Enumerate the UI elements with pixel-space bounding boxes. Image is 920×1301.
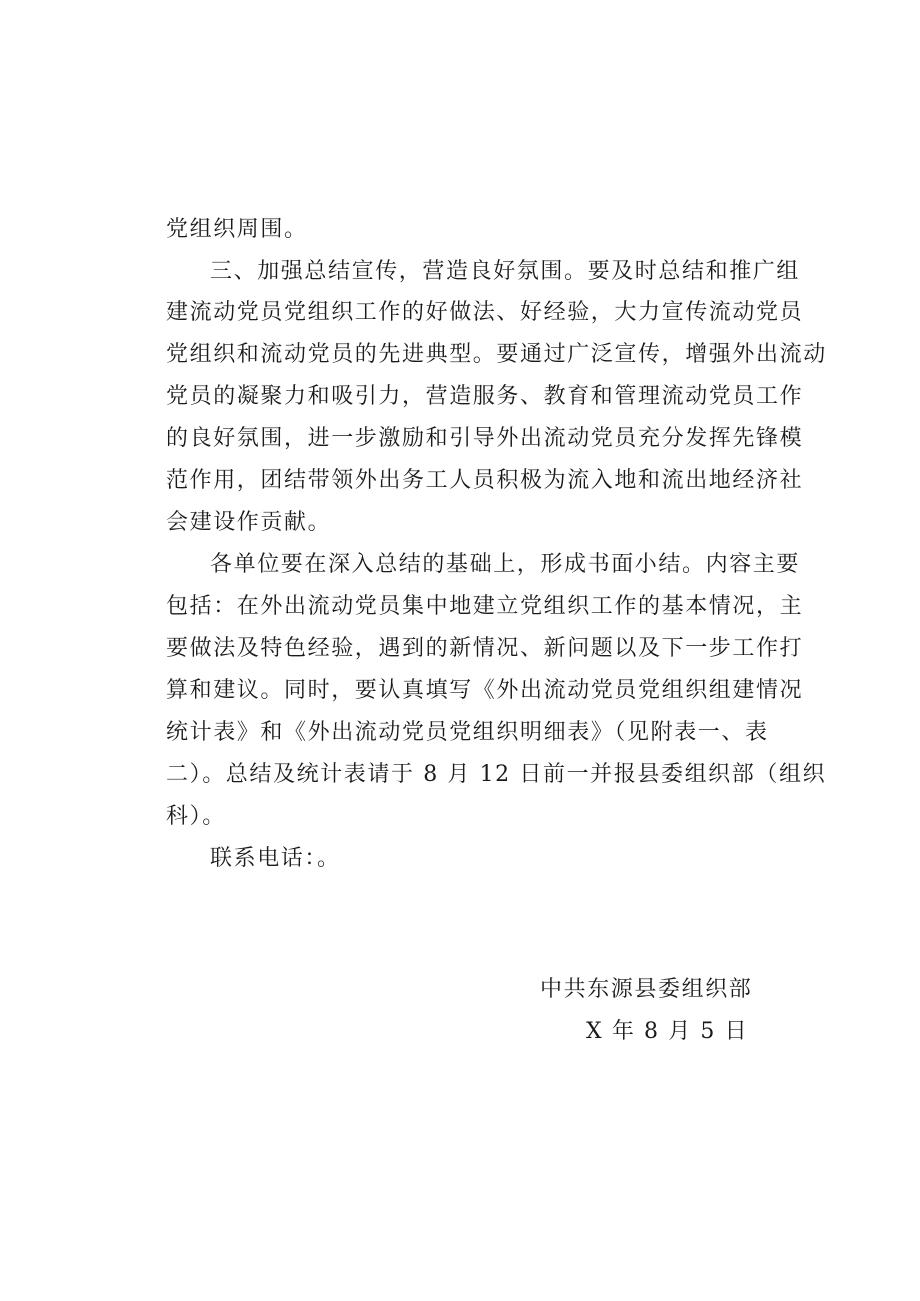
contact-phone-line: 联系电话：。 — [210, 846, 341, 871]
paragraph-line: 统计表》和《外出流动党员党组织明细表》（见附表一、表 — [166, 720, 769, 745]
section-heading-line: 三、加强总结宣传，营造良好氛围。要及时总结和推广组 — [210, 259, 801, 284]
paragraph-line: 建流动党员党组织工作的好做法、好经验，大力宣传流动党员 — [166, 300, 804, 325]
paragraph-line: 范作用，团结带领外出务工人员积极为流入地和流出地经济社 — [166, 468, 804, 493]
paragraph-line: 会建设作贡献。 — [166, 510, 332, 535]
paragraph-line: 各单位要在深入总结的基础上，形成书面小结。内容主要 — [210, 552, 801, 577]
signature-organization: 中共东源县委组织部 — [540, 977, 753, 1002]
paragraph-line: 算和建议。同时，要认真填写《外出流动党员党组织组建情况 — [166, 678, 804, 703]
paragraph-line: 党组织周围。 — [166, 217, 308, 242]
paragraph-line: 党员的凝聚力和吸引力，营造服务、教育和管理流动党员工作 — [166, 384, 804, 409]
paragraph-line: 要做法及特色经验，遇到的新情况、新问题以及下一步工作打 — [166, 636, 804, 661]
paragraph-line: 的良好氛围，进一步激励和引导外出流动党员充分发挥先锋模 — [166, 426, 804, 451]
paragraph-line: 科）。 — [166, 804, 226, 829]
paragraph-line: 党组织和流动党员的先进典型。要通过广泛宣传，增强外出流动 — [166, 342, 827, 367]
paragraph-line: 包括：在外出流动党员集中地建立党组织工作的基本情况，主 — [166, 594, 804, 619]
signature-date: X 年 8 月 5 日 — [586, 1019, 749, 1044]
paragraph-line: 二）。总结及统计表请于 8 月 12 日前一并报县委组织部（组织 — [166, 762, 827, 787]
